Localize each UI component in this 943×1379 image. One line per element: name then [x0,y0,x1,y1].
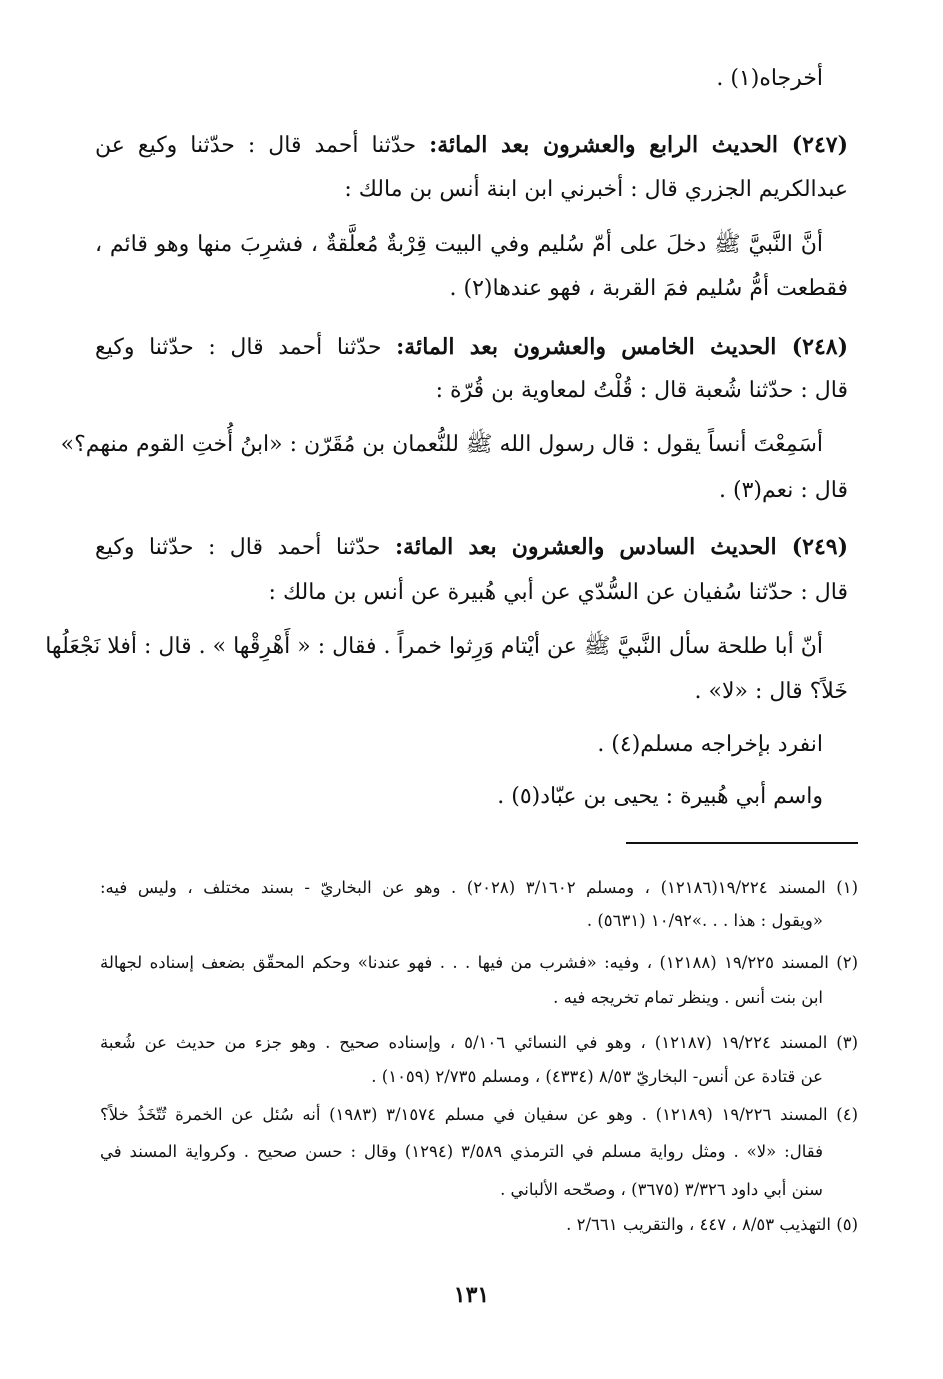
hadith-248-isnad-start: حدّثنا أحمد قال : حدّثنا وكيع [95,335,382,360]
hadith-249-isnad-start: حدّثنا أحمد قال : حدّثنا وكيع [95,535,381,560]
hadith-249-note-1: انفرد بإخراجه مسلم(٤) . [597,732,823,757]
hadith-247-text-line-2: فقطعت أمُّ سُليم فمَ القربة ، فهو عندها(٢) . [449,276,848,301]
page-number: ١٣١ [453,1282,490,1308]
hadith-247-isnad-start: حدّثنا أحمد قال : حدّثنا وكيع عن [95,133,417,158]
footnote-separator [626,842,858,844]
footnote-5: (٥) التهذيب ٨/٥٣ ، ٤٤٧ ، والتقريب ٢/٦٦١ . [566,1215,858,1234]
footnote-2-line-1: (٢) المسند ١٩/٢٢٥ (١٢١٨٨) ، وفيه: «فشرب من فيها . . . فهو عندنا» وحكم المحقّق بضعف إسناده لجهالة [100,953,858,972]
hadith-249-text-line-2: خَلاً؟ قال : «لا» . [694,679,848,704]
hadith-247-isnad-line-2: عبدالكريم الجزري قال : أخبرني ابن ابنة أنس بن مالك : [344,177,848,202]
footnote-1-line-1: (١) المسند ١٩/٢٢٤(١٢١٨٦) ، ومسلم ٣/١٦٠٢ (٢٠٢٨) . وهو عن البخاريّ - بسند مختلف ، وليس فيه: [100,878,859,897]
footnote-4-line-3: سنن أبي داود ٣/٣٢٦ (٣٦٧٥) ، وصحّحه الألباني . [500,1180,823,1199]
hadith-248-line-1 [95,330,848,365]
hadith-249-note-2: واسم أبي هُبيرة : يحيى بن عبّاد(٥) . [497,784,823,809]
hadith-247-line-1 [95,128,848,163]
hadith-247-text-line-1: أنَّ النَّبيَّ ﷺ دخلَ على أمّ سُليم وفي البيت قِرْبةٌ مُعلَّقةٌ ، فشرِبَ منها وهو قائم ، [95,232,823,257]
footnote-3-line-2: عن قتادة عن أنس- البخاريّ ٨/٥٣ (٤٣٣٤) ، ومسلم ٢/٧٣٥ (١٠٥٩) . [371,1067,823,1086]
footnote-4-line-2: فقال: «لا» . ومثل رواية مسلم في الترمذي ٣/٥٨٩ (١٢٩٤) وقال : حسن صحيح . وكرواية المسند في [100,1142,823,1161]
hadith-248-isnad-line-2: قال : حدّثنا شُعبة قال : قُلْتُ لمعاوية بن قُرّة : [435,378,848,403]
hadith-249-isnad-line-2: قال : حدّثنا سُفيان عن السُّدّي عن أبي هُبيرة عن أنس بن مالك : [268,580,848,605]
hadith-249-heading: (٢٤٩) الحديث السادس والعشرون بعد المائة: [394,534,849,560]
hadith-249-text-line-1: أنّ أبا طلحة سأل النَّبيَّ ﷺ عن أيْتام وَرِثوا خمراً . فقال : « أَهْرِقْها » . قال : أفلا نَجْعَلُها [45,634,823,659]
footnote-4-line-1: (٤) المسند ١٩/٢٢٦ (١٢١٨٩) . وهو عن سفيان في مسلم ٣/١٥٧٤ (١٩٨٣) أنه سُئل عن الخمرة تُتّخَذُ خلاً؟ [100,1105,859,1124]
footnote-3-line-1: (٣) المسند ١٩/٢٢٤ (١٢١٨٧) ، وهو في النسائي ٥/١٠٦ ، وإسناده صحيح . وهو جزء من حديث عن شُعبة [100,1033,859,1052]
hadith-248-text-line-1: أسَمِعْتَ أنساً يقول : قال رسول الله ﷺ للنُّعمان بن مُقَرّن : «ابنُ أُختِ القوم منهم؟» [60,432,823,457]
footnote-2-line-2: ابن بنت أنس . وينظر تمام تخريجه فيه . [553,988,823,1007]
hadith-248-heading: (٢٤٨) الحديث الخامس والعشرون بعد المائة: [396,334,848,360]
intro-line: أخرجاه(١) . [716,66,823,91]
footnote-1-line-2: «ويقول : هذا . . .»١٠/٩٢ (٥٦٣١) . [586,911,823,930]
hadith-248-text-line-2: قال : نعم(٣) . [719,478,848,503]
hadith-247-heading: (٢٤٧) الحديث الرابع والعشرون بعد المائة: [429,132,848,158]
hadith-249-line-1 [95,530,848,565]
